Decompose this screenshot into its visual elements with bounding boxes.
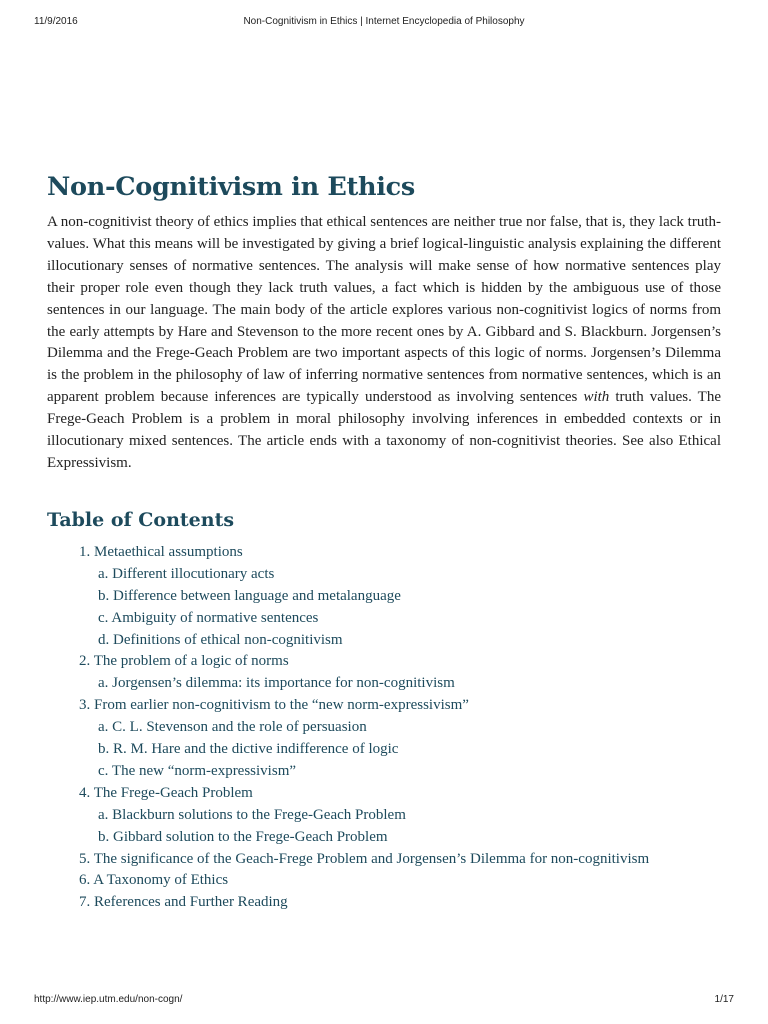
toc-item-number: 1. xyxy=(79,543,91,560)
toc-item-link[interactable]: Metaethical assumptions xyxy=(94,543,243,560)
article-title: Non-Cognitivism in Ethics xyxy=(47,172,415,202)
toc-item-link[interactable]: C. L. Stevenson and the role of persuasion xyxy=(112,719,367,736)
toc-item-link[interactable]: The new “norm-expressivism” xyxy=(111,762,297,779)
toc-item-number: b. xyxy=(98,741,110,758)
toc-item[interactable] xyxy=(47,695,721,717)
article-content xyxy=(47,172,721,914)
toc-item-number: a. xyxy=(98,565,109,582)
page-number: 1/17 xyxy=(714,994,734,1005)
toc-item-number: a. xyxy=(98,719,109,736)
table-of-contents xyxy=(47,542,721,914)
article-abstract xyxy=(47,212,721,475)
toc-item[interactable] xyxy=(47,849,721,871)
toc-item-link[interactable]: R. M. Hare and the dictive indifference of logic xyxy=(113,741,399,758)
toc-item-number: 3. xyxy=(79,697,91,714)
print-url: http://www.iep.utm.edu/non-cogn/ xyxy=(34,994,183,1005)
toc-item-link[interactable]: Difference between language and metalanguage xyxy=(113,587,401,604)
toc-item-number: c. xyxy=(98,609,109,626)
toc-item-link[interactable]: Different illocutionary acts xyxy=(112,565,275,582)
print-date: 11/9/2016 xyxy=(34,16,78,27)
toc-item-number: 7. xyxy=(79,894,91,911)
toc-item[interactable] xyxy=(47,651,721,673)
toc-subitem[interactable] xyxy=(47,739,721,761)
toc-subitem[interactable] xyxy=(47,761,721,783)
toc-subitem[interactable] xyxy=(47,827,721,849)
toc-subitem[interactable] xyxy=(47,586,721,608)
toc-heading: Table of Contents xyxy=(47,508,235,531)
toc-subitem[interactable] xyxy=(47,805,721,827)
toc-item-link[interactable]: Definitions of ethical non-cognitivism xyxy=(113,631,343,648)
toc-subitem[interactable] xyxy=(47,630,721,652)
print-page-title: Non-Cognitivism in Ethics | Internet Encyclopedia of Philosophy xyxy=(243,16,525,27)
toc-item-link[interactable]: From earlier non-cognitivism to the “new norm-expressivism” xyxy=(94,697,469,714)
toc-item-link[interactable]: Ambiguity of normative sentences xyxy=(111,609,319,626)
toc-item-number: 2. xyxy=(79,653,91,670)
toc-item-number: 4. xyxy=(79,784,91,801)
abstract-italic: with xyxy=(583,389,610,406)
toc-subitem[interactable] xyxy=(47,673,721,695)
toc-item-number: c. xyxy=(98,762,109,779)
toc-item-number: d. xyxy=(98,631,110,648)
abstract-text-1: A non-cognitivist theory of ethics implies that ethical sentences are neither true nor false, that is, they lack truth-values. What this means will be investigated by giving a brief logical-linguistic analysis explaining the different illocutionary senses of normative sentences. The analysis will make sense of how normative sentences play their proper role even though they lack truth values, a fact which is hidden by the ambiguous use of those sentences in our language. The main body of the article explores various non-cognitivist logics of norms from the early attempts by Hare and Stevenson to the more recent ones by A. Gibbard and S. Blackburn. Jorgensen’s Dilemma and the Frege-Geach Problem are two important aspects of this logic of norms. Jorgensen’s Dilemma is the problem in the philosophy of law of inferring normative sentences from normative sentences, which is an apparent problem because inferences are typically understood as involving sentences xyxy=(47,214,721,406)
toc-item-number: b. xyxy=(98,587,110,604)
toc-item-link[interactable]: The significance of the Geach-Frege Problem and Jorgensen’s Dilemma for non-cognitivism xyxy=(93,850,650,867)
toc-item-link[interactable]: The Frege-Geach Problem xyxy=(93,784,253,801)
toc-item-number: b. xyxy=(98,828,110,845)
toc-item-link[interactable]: Gibbard solution to the Frege-Geach Problem xyxy=(113,828,388,845)
toc-item-link[interactable]: Blackburn solutions to the Frege-Geach Problem xyxy=(112,806,406,823)
toc-item-link[interactable]: Jorgensen’s dilemma: its importance for non-cognitivism xyxy=(112,675,455,692)
toc-item[interactable] xyxy=(47,783,721,805)
toc-item[interactable] xyxy=(47,870,721,892)
toc-item-number: a. xyxy=(98,675,109,692)
toc-item-number: a. xyxy=(98,806,109,823)
print-footer xyxy=(34,994,734,1008)
toc-subitem[interactable] xyxy=(47,564,721,586)
toc-item-number: 6. xyxy=(79,872,91,889)
toc-item-link[interactable]: References and Further Reading xyxy=(94,894,288,911)
toc-item-link[interactable]: A Taxonomy of Ethics xyxy=(93,872,229,889)
toc-item[interactable] xyxy=(47,542,721,564)
toc-item[interactable] xyxy=(47,892,721,914)
toc-subitem[interactable] xyxy=(47,717,721,739)
abstract-text-2: truth values. The Frege-Geach Problem is a problem in moral philosophy involving inferences in embedded contexts or in illocutionary mixed sentences. The article ends with a taxonomy of non-cognitivist theories. See also Ethical Expressivism. xyxy=(47,389,722,471)
print-header xyxy=(34,16,734,30)
toc-item-link[interactable]: The problem of a logic of norms xyxy=(93,653,289,670)
toc-subitem[interactable] xyxy=(47,608,721,630)
toc-item-number: 5. xyxy=(79,850,91,867)
